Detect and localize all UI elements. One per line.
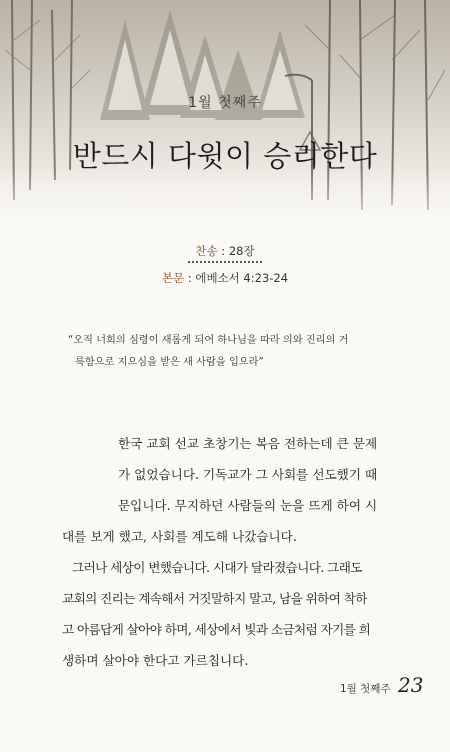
body-line: 대를 보게 했고, 사회를 계도해 나갔습니다. bbox=[62, 529, 297, 544]
quote-line: 룩함으로 지으심을 받은 새 사람을 입으라” bbox=[75, 357, 264, 368]
body-text bbox=[62, 428, 390, 676]
scripture-label: 본문 bbox=[161, 271, 185, 285]
dotted-divider bbox=[188, 261, 262, 263]
body-line: 문입니다. 무지하던 사람들의 눈을 뜨게 하여 시 bbox=[118, 498, 378, 513]
page-number: 23 bbox=[398, 673, 424, 697]
body-line: 생하며 살아야 한다고 가르칩니다. bbox=[62, 653, 249, 668]
body-line: 고 아름답게 살아야 하며, 세상에서 빛과 소금처럼 자기를 희 bbox=[62, 622, 371, 637]
body-line: 한국 교회 선교 초창기는 복음 전하는데 큰 문제 bbox=[118, 436, 378, 451]
hymn-value: : 28장 bbox=[217, 244, 255, 258]
scripture-value: : 에베소서 4:23-24 bbox=[184, 271, 289, 285]
footer-week-label: 1월 첫째주 bbox=[340, 683, 391, 695]
scripture-line bbox=[0, 270, 450, 286]
body-line: 교회의 진리는 계속해서 거짓말하지 말고, 남을 위하여 착하 bbox=[62, 591, 367, 606]
week-label: 1월 첫째주 bbox=[188, 95, 262, 111]
hymn-line bbox=[0, 243, 450, 259]
winter-forest-illustration bbox=[0, 0, 450, 240]
page-title: 반드시 다윗이 승리한다 bbox=[72, 139, 378, 173]
body-line: 가 없었습니다. 기독교가 그 사회를 선도했기 때 bbox=[118, 467, 378, 482]
body-line: 그러나 세상이 변했습니다. 시대가 달라졌습니다. 그래도 bbox=[72, 560, 362, 575]
scripture-quote bbox=[68, 330, 394, 374]
quote-line: “오직 너희의 심령이 새롭게 되어 하나님을 따라 의와 진리의 거 bbox=[68, 335, 349, 346]
winter-forest-photo bbox=[0, 0, 450, 240]
hymn-label: 찬송 bbox=[195, 244, 218, 258]
